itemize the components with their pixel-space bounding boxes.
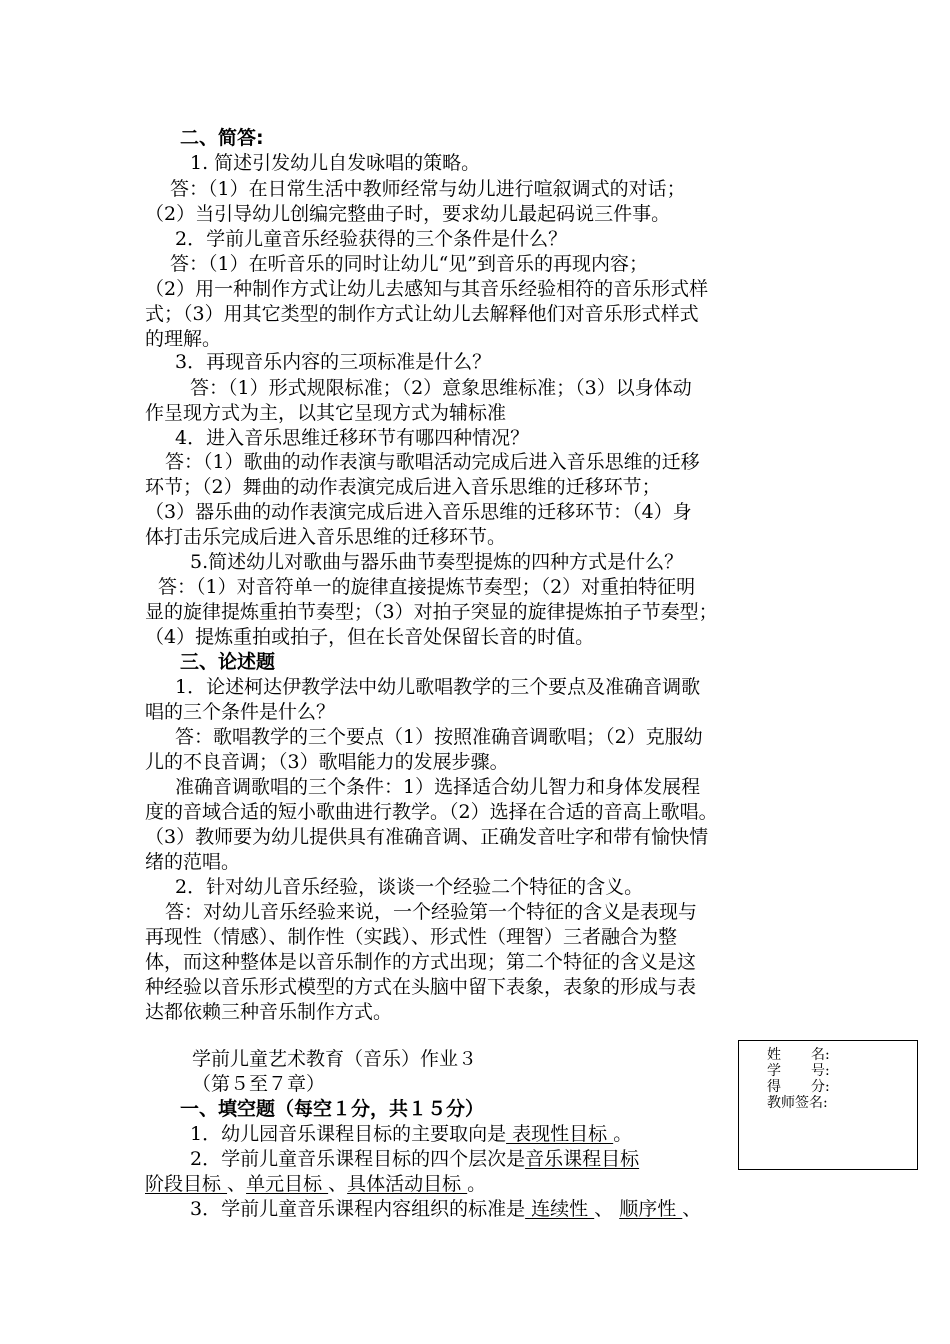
answer-text: 式；（3）用其它类型的制作方式让幼儿去解释他们对音乐形式样式 <box>145 303 699 325</box>
section-heading-essay: 三、论述题 <box>180 651 276 673</box>
answer-text: 绪的范唱。 <box>145 851 241 873</box>
question-text: 3．学前儿童音乐课程内容组织的标准是 <box>190 1198 526 1220</box>
question-text: 4．进入音乐思维迁移环节有哪四种情况？ <box>175 427 530 449</box>
fill-question-2 <box>190 1147 639 1171</box>
answer-text: （3）器乐曲的动作表演完成后进入音乐思维的迁移环节：（4）身 <box>145 501 692 523</box>
answer-text: （2）用一种制作方式让幼儿去感知与其音乐经验相符的音乐形式样 <box>145 278 709 300</box>
answer-text: 体，而这种整体是以音乐制作的方式出现；第二个特征的含义是这 <box>145 951 697 973</box>
punctuation: 、 <box>328 1173 348 1195</box>
answer-blank: 具体活动目标 <box>347 1173 468 1195</box>
answer-text: 答：对幼儿音乐经验来说，一个经验第一个特征的含义是表现与 <box>165 901 698 923</box>
question-text: 5.简述幼儿对歌曲与器乐曲节奏型提炼的四种方式是什么？ <box>190 551 684 573</box>
punctuation: 、 <box>227 1173 247 1195</box>
punctuation: 、 <box>594 1198 620 1220</box>
name-label: 姓 名: <box>767 1047 830 1063</box>
answer-blank: 顺序性 <box>619 1198 683 1220</box>
punctuation: 。 <box>467 1173 487 1195</box>
answer-blank: 音乐课程目标 <box>525 1148 640 1170</box>
student-info-box <box>738 1040 918 1170</box>
id-label: 学 号: <box>767 1063 830 1079</box>
answer-text: 儿的不良音调；（3）歌唱能力的发展步骤。 <box>145 751 509 773</box>
answer-text: 答：（1）对音符单一的旋律直接提炼节奏型；（2）对重拍特征明 <box>158 576 696 598</box>
answer-text: 再现性（情感）、制作性（实践）、形式性（理智）三者融合为整 <box>145 926 678 948</box>
answer-text: 显的旋律提炼重拍节奏型；（3）对拍子突显的旋律提炼拍子节奏型； <box>145 601 718 623</box>
answer-text: （4）提炼重拍或拍子，但在长音处保留长音的时值。 <box>145 626 595 648</box>
answer-text: 答：（1）形式规限标准；（2）意象思维标准；（3）以身体动 <box>190 377 692 399</box>
answer-text: 种经验以音乐形式模型的方式在头脑中留下表象，表象的形成与表 <box>145 976 697 998</box>
assignment-title: 学前儿童艺术教育（音乐）作业３ <box>192 1048 478 1070</box>
question-text: 2．学前儿童音乐课程目标的四个层次是 <box>190 1148 526 1170</box>
answer-blank: 阶段目标 <box>145 1173 228 1195</box>
fill-question-1 <box>190 1122 632 1146</box>
answer-text: （3）教师要为幼儿提供具有准确音调、正确发音吐字和带有愉快情 <box>145 826 709 848</box>
answer-text: （2）当引导幼儿创编完整曲子时，要求幼儿最起码说三件事。 <box>145 203 671 225</box>
question-text: 1. 简述引发幼儿自发咏唱的策略。 <box>190 152 481 174</box>
answer-text: 答：（1）在日常生活中教师经常与幼儿进行喧叙调式的对话； <box>170 178 686 200</box>
fill-question-3 <box>190 1197 701 1221</box>
teacher-signature-label: 教师签名: <box>767 1095 828 1111</box>
answer-text: 答：歌唱教学的三个要点（1）按照准确音调歌唱；（2）克服幼 <box>175 726 703 748</box>
answer-text: 体打击乐完成后进入音乐思维的迁移环节。 <box>145 526 507 548</box>
answer-text: 的理解。 <box>145 328 222 350</box>
section-heading-short-answer: 二、简答: <box>180 127 264 149</box>
score-label: 得 分: <box>767 1079 830 1095</box>
punctuation: 、 <box>682 1198 702 1220</box>
section-heading-fill-blank: 一、填空题（每空１分，共１５分） <box>180 1098 485 1120</box>
answer-text: 准确音调歌唱的三个条件：1）选择适合幼儿智力和身体发展程 <box>175 776 701 798</box>
question-text: 1．幼儿园音乐课程目标的主要取向是 <box>190 1123 507 1145</box>
answer-text: 答：（1）在听音乐的同时让幼儿“见”到音乐的再现内容； <box>170 253 649 275</box>
answer-text: 达都依赖三种音乐制作方式。 <box>145 1001 393 1023</box>
question-text: 3．再现音乐内容的三项标准是什么？ <box>175 351 492 373</box>
question-text: 唱的三个条件是什么？ <box>145 701 336 723</box>
question-text: 1．论述柯达伊教学法中幼儿歌唱教学的三个要点及准确音调歌 <box>175 676 701 698</box>
answer-blank: 表现性目标 <box>506 1123 614 1145</box>
answer-text: 答：（1）歌曲的动作表演与歌唱活动完成后进入音乐思维的迁移 <box>165 451 700 473</box>
answer-text: 度的音域合适的短小歌曲进行教学。（2）选择在合适的音高上歌唱。 <box>145 801 718 823</box>
punctuation: 。 <box>613 1123 633 1145</box>
question-text: 2．针对幼儿音乐经验，谈谈一个经验二个特征的含义。 <box>175 876 644 898</box>
fill-question-2-cont <box>145 1172 486 1196</box>
question-text: 2．学前儿童音乐经验获得的三个条件是什么？ <box>175 228 568 250</box>
answer-blank: 连续性 <box>525 1198 595 1220</box>
assignment-subtitle: （第５至７章） <box>192 1073 326 1095</box>
answer-text: 作呈现方式为主，以其它呈现方式为辅标准 <box>145 402 507 424</box>
answer-blank: 单元目标 <box>246 1173 329 1195</box>
answer-text: 环节；（2）舞曲的动作表演完成后进入音乐思维的迁移环节； <box>145 476 661 498</box>
